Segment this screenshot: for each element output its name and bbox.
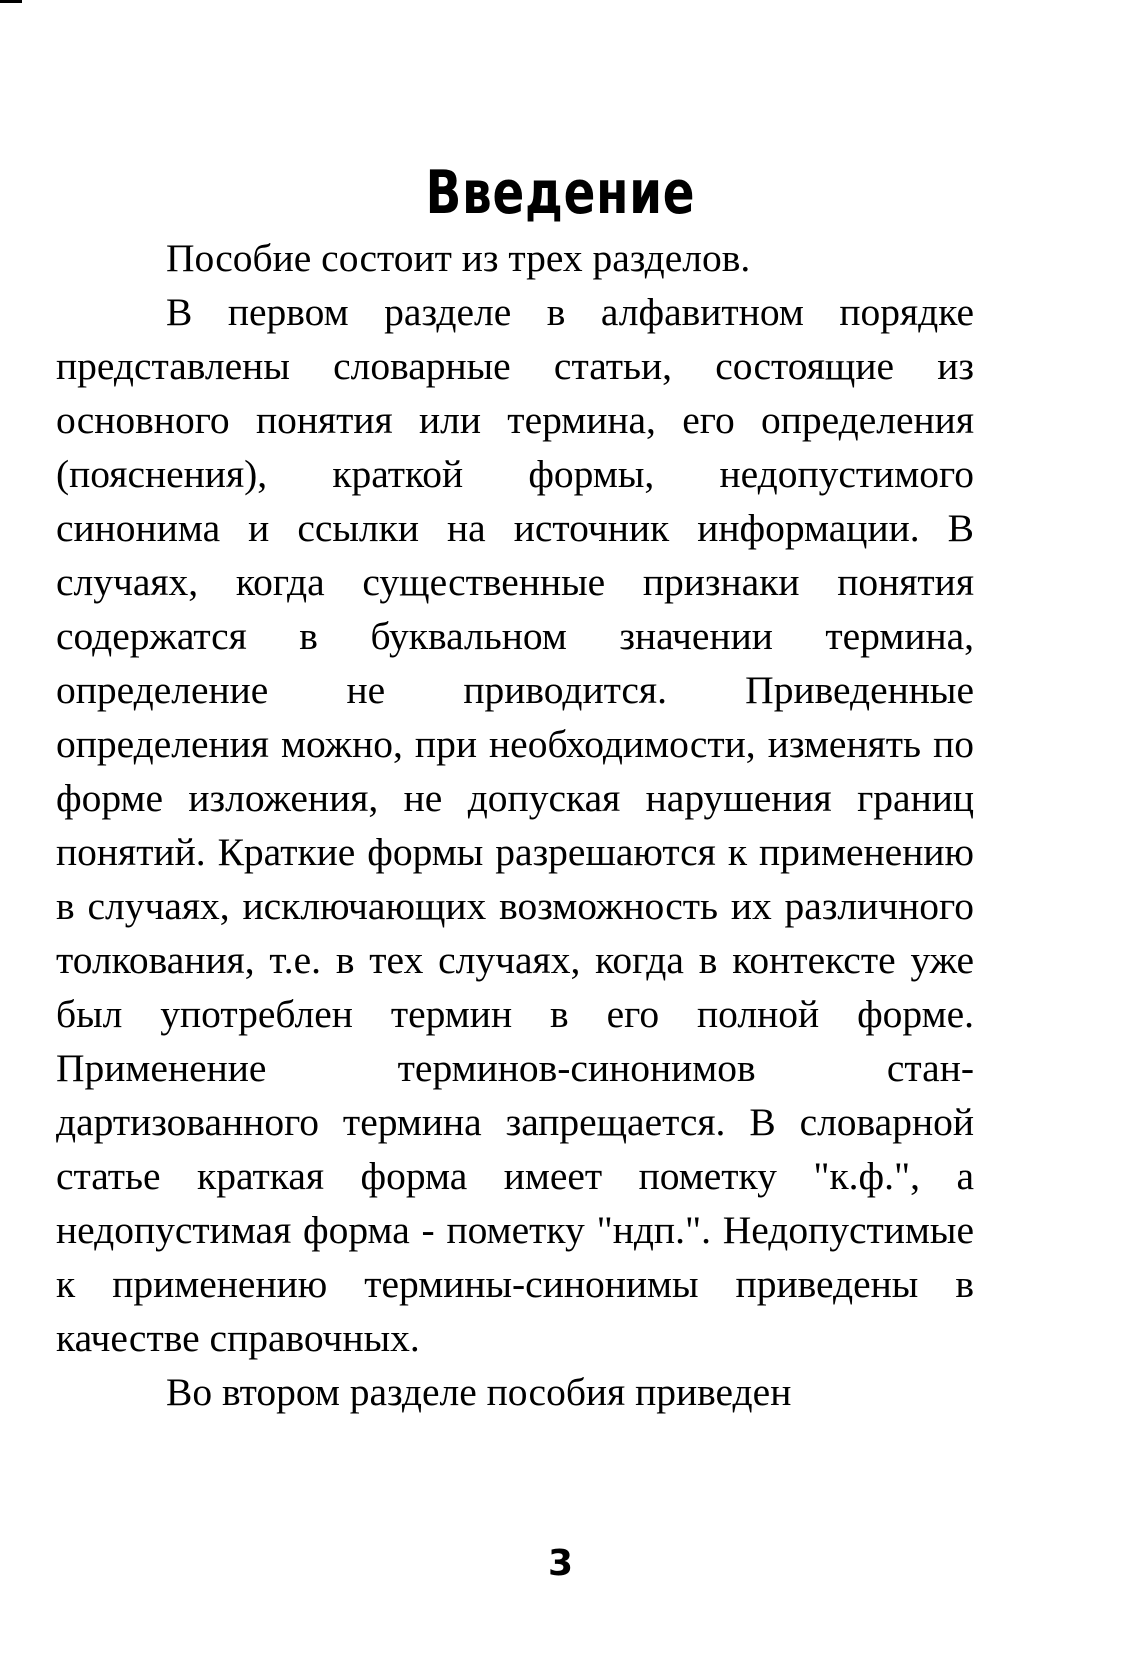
- paragraph-second-section: Во втором разделе пособия приведен: [166, 1370, 792, 1414]
- paragraph-intro: Пособие состоит из трех разделов.: [166, 236, 751, 280]
- scan-edge-mark: [0, 0, 22, 3]
- page-number: 3: [547, 1543, 574, 1584]
- body-text: [56, 231, 974, 1419]
- page-title: Введение: [425, 158, 696, 229]
- paragraph-first-section: В первом разделе в алфавитном порядке представлены словарные статьи, состоящие из основного понятия или термина, его определения (пояснения), краткой формы, недопустимого синонима и ссылки на источник информации. В случаях, когда существенные признаки понятия содержатся в буквальном значении термина, определение не приводится. Приведенные определения можно, при необходимости, изменять по форме изложения, не допуская нарушения границ понятий. Краткие формы разрешаются к применению в случаях, исключающих возможность их различного толкования, т.е. в тех случаях, когда в контексте уже был употреблен термин в его полной форме. Применение терминов-синонимов стандартизованного термина запрещается. В словарной статье краткая форма имеет пометку "к.ф.", а недопустимая форма - пометку "ндп.". Недопустимые к применению термины-синонимы приведены в качестве справочных.: [56, 290, 974, 1360]
